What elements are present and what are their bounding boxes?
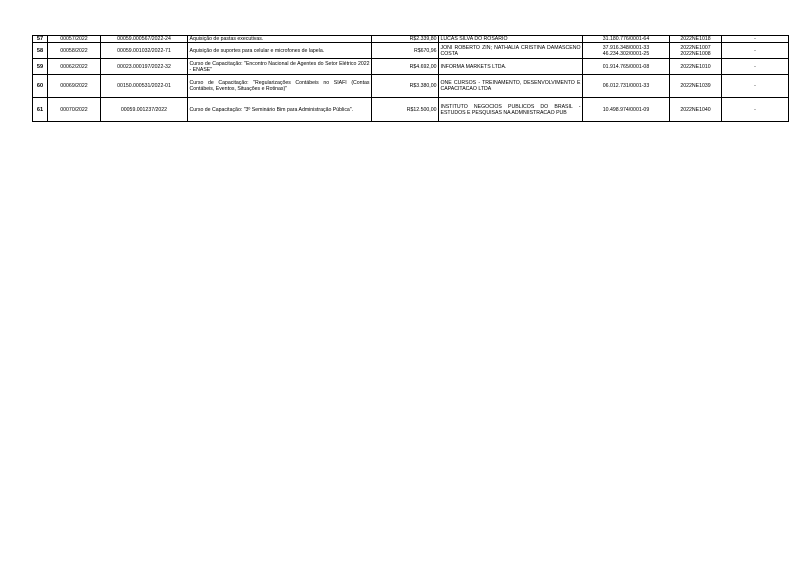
obs-cell: - [722, 36, 789, 43]
supplier-name: INSTITUTO NEGOCIOS PUBLICOS DO BRASIL - ESTUDOS E PESQUISAS NA ADMNIISTRACAO PUB [439, 98, 583, 122]
ne-value: 2022NE1007 [680, 44, 711, 51]
table-row [33, 75, 789, 98]
supplier-name: INFORMA MARKETS LTDA. [439, 59, 583, 75]
row-number: 61 [33, 98, 48, 122]
cnpj-cell [583, 59, 670, 75]
cnpj-cell [583, 98, 670, 122]
process-number: 00058/2022 [48, 43, 101, 59]
cnpj-cell [583, 36, 670, 43]
ne-cell [670, 59, 722, 75]
ne-value: 2022NE1018 [680, 36, 711, 42]
value-cell: R$12.500,00 [372, 98, 439, 122]
process-number: 00069/2022 [48, 75, 101, 98]
row-number: 58 [33, 43, 48, 59]
nup-number: 00023.000197/2022-32 [101, 59, 188, 75]
nup-number: 00150.000531/2022-01 [101, 75, 188, 98]
value-cell: R$4.692,00 [372, 59, 439, 75]
process-number: 00070/2022 [48, 98, 101, 122]
value-cell: R$2.339,80 [372, 36, 439, 43]
supplier-name: LUCAS SILVA DO ROSARIO [439, 36, 583, 43]
obs-cell: - [722, 98, 789, 122]
table-row [33, 59, 789, 75]
object-description: Aquisição de pastas executivas. [188, 36, 372, 43]
cnpj-value: 46.234.302/0001-25 [602, 50, 650, 57]
supplier-name: ONE CURSOS - TREINAMENTO, DESENVOLVIMENTO E CAPACITACAO LTDA [439, 75, 583, 98]
cnpj-value: 10.498.974/0001-09 [602, 106, 650, 113]
ne-cell [670, 75, 722, 98]
ne-cell [670, 98, 722, 122]
ne-cell [670, 36, 722, 43]
object-description: Curso de Capacitação: "Encontro Nacional de Agentes do Setor Elétrico 2022 - ENASE" [189, 60, 370, 73]
obs-cell: - [722, 43, 789, 59]
cnpj-value: 01.914.765/0001-08 [602, 63, 650, 70]
nup-number: 00059.001032/2022-71 [101, 43, 188, 59]
ne-value: 2022NE1039 [680, 83, 711, 90]
nup-number: 00059.001237/2022 [101, 98, 188, 122]
cnpj-cell [583, 43, 670, 59]
ne-value: 2022NE1010 [680, 63, 711, 70]
obs-cell: - [722, 59, 789, 75]
process-number: 00057/2022 [48, 36, 101, 43]
ne-cell [670, 43, 722, 59]
cnpj-cell [583, 75, 670, 98]
object-description: Curso de Capacitação: "3º Seminário Bim para Administração Pública". [188, 98, 372, 122]
cnpj-value: 37.916.348/0001-33 [602, 44, 650, 51]
object-description: Curso de Capacitação: "Regularizações Contábeis no SIAFI (Contas Contábeis, Eventos, Situações e Rotinas)" [188, 75, 372, 98]
table-row [33, 43, 789, 59]
cnpj-value: 31.180.776/0001-64 [602, 36, 650, 42]
row-number: 60 [33, 75, 48, 98]
row-number: 57 [33, 36, 48, 43]
contracts-table [32, 35, 789, 122]
process-number: 00062/2022 [48, 59, 101, 75]
cnpj-value: 06.012.731/0001-33 [602, 83, 650, 90]
ne-value: 2022NE1008 [680, 50, 711, 57]
value-cell: R$3.380,00 [372, 75, 439, 98]
ne-value: 2022NE1040 [680, 106, 711, 113]
object-description: Aquisição de suportes para celular e microfones de lapela. [188, 43, 372, 59]
value-cell: R$670,96 [372, 43, 439, 59]
nup-number: 00059.000567/2022-24 [101, 36, 188, 43]
table-row [33, 98, 789, 122]
table-row [33, 36, 789, 43]
contracts-sheet [32, 35, 788, 122]
supplier-name: JONI ROBERTO ZIN; NATHALIA CRISTINA DAMASCENO COSTA [440, 44, 581, 57]
row-number: 59 [33, 59, 48, 75]
obs-cell: - [722, 75, 789, 98]
